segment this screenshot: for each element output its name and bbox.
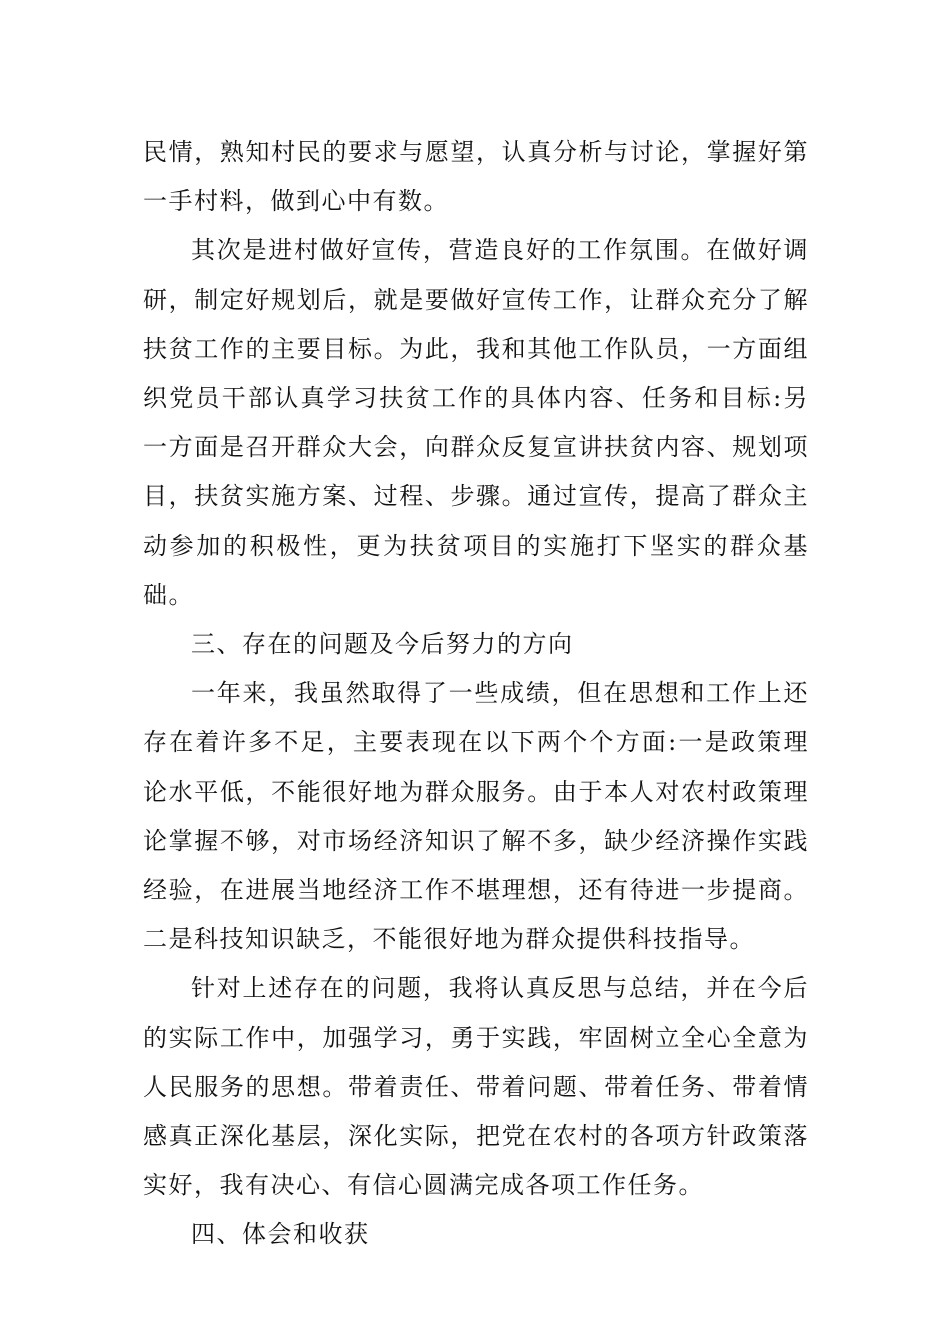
paragraph-shortcomings: 一年来，我虽然取得了一些成绩，但在思想和工作上还存在着许多不足，主要表现在以下两个个方面:一是政策理论水平低，不能很好地为群众服务。由于本人对农村政策理论掌握不够，对市场经济知识了解不多，缺少经济操作实践经验，在进展当地经济工作不堪理想，还有待进一步提商。二是科技知识缺乏，不能很好地为群众提供科技指导。 xyxy=(143,679,809,954)
document-body xyxy=(143,128,809,1260)
section-heading-experience: 四、体会和收获 xyxy=(191,1220,370,1249)
paragraph-publicity: 其次是进村做好宣传，营造良好的工作氛围。在做好调研，制定好规划后，就是要做好宣传工作，让群众充分了解扶贫工作的主要目标。为此，我和其他工作队员，一方面组织党员干部认真学习扶贫工作的具体内容、任务和目标:另一方面是召开群众大会，向群众反复宣讲扶贫内容、规划项目，扶贫实施方案、过程、步骤。通过宣传，提高了群众主动参加的积极性，更为扶贫项目的实施打下坚实的群众基础。 xyxy=(143,236,809,609)
paragraph-improvement: 针对上述存在的问题，我将认真反思与总结，并在今后的实际工作中，加强学习，勇于实践，牢固树立全心全意为人民服务的思想。带着责任、带着问题、带着任务、带着情感真正深化基层，深化实际，把党在农村的各项方针政策落实好，我有决心、有信心圆满完成各项工作任务。 xyxy=(143,974,809,1200)
section-heading-problems: 三、存在的问题及今后努力的方向 xyxy=(191,630,574,659)
paragraph-continuation: 民情，熟知村民的要求与愿望，认真分析与讨论，掌握好第一手村料，做到心中有数。 xyxy=(143,138,809,216)
